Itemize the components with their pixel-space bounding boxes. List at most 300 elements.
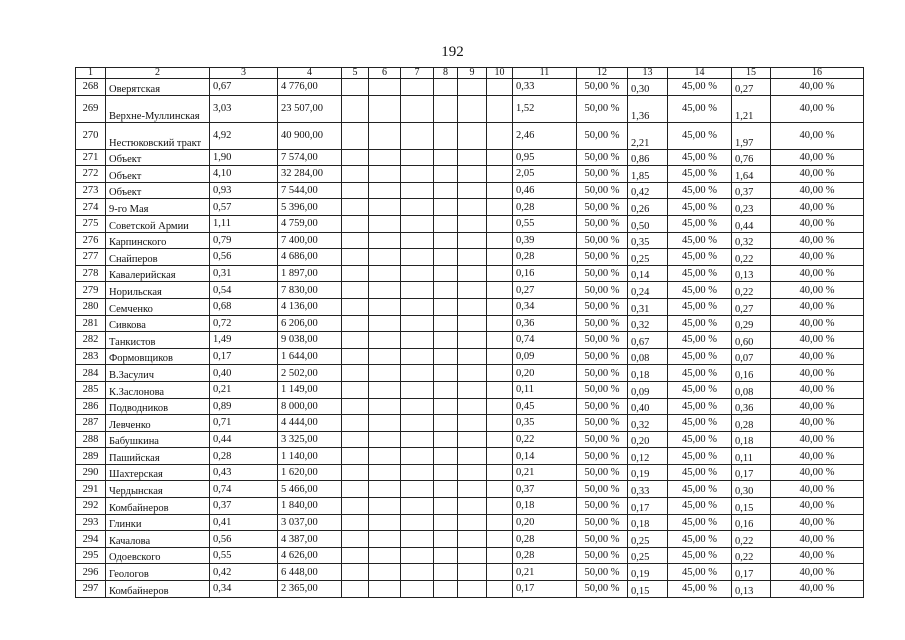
col-15-cell: 0,23 [732, 199, 771, 216]
col-10-cell [487, 514, 513, 531]
row-number-cell: 281 [76, 315, 106, 332]
col-13-cell: 0,25 [628, 547, 668, 564]
table-row [76, 215, 864, 232]
col-8-cell [434, 332, 458, 349]
col-4-cell: 6 448,00 [278, 564, 342, 581]
col-5-cell [342, 448, 369, 465]
col-8-cell [434, 79, 458, 96]
col-11-cell: 0,74 [513, 332, 577, 349]
col-7-cell [401, 95, 434, 122]
street-name-cell: В.Засулич [106, 365, 210, 382]
col-12-cell: 50,00 % [577, 581, 628, 598]
col-13-cell: 0,12 [628, 448, 668, 465]
col-12-cell: 50,00 % [577, 79, 628, 96]
col-3-cell: 0,41 [210, 514, 278, 531]
col-14-cell: 45,00 % [668, 464, 732, 481]
col-7-cell [401, 199, 434, 216]
col-15-cell: 0,44 [732, 215, 771, 232]
table-row [76, 381, 864, 398]
col-12-cell: 50,00 % [577, 199, 628, 216]
col-9-cell [458, 215, 487, 232]
col-6-cell [369, 95, 401, 122]
col-11-cell: 0,28 [513, 199, 577, 216]
col-8-cell [434, 182, 458, 199]
table-row [76, 365, 864, 382]
col-6-cell [369, 531, 401, 548]
col-11-cell: 0,09 [513, 348, 577, 365]
data-table [75, 67, 864, 598]
col-6-cell [369, 348, 401, 365]
row-number-cell: 272 [76, 166, 106, 183]
col-13-cell: 1,85 [628, 166, 668, 183]
col-5-cell [342, 95, 369, 122]
col-11-cell: 2,46 [513, 122, 577, 149]
street-name-cell: Танкистов [106, 332, 210, 349]
col-8-cell [434, 365, 458, 382]
street-name-cell: Оверятская [106, 79, 210, 96]
col-12-cell: 50,00 % [577, 381, 628, 398]
col-16-cell: 40,00 % [771, 547, 864, 564]
col-4-cell: 4 444,00 [278, 415, 342, 432]
col-13-cell: 0,15 [628, 581, 668, 598]
col-3-cell: 0,54 [210, 282, 278, 299]
col-14-cell: 45,00 % [668, 249, 732, 266]
col-12-cell: 50,00 % [577, 122, 628, 149]
col-6-cell [369, 514, 401, 531]
col-4-cell: 8 000,00 [278, 398, 342, 415]
col-15-cell: 0,30 [732, 481, 771, 498]
col-15-cell: 0,13 [732, 581, 771, 598]
col-6-cell [369, 448, 401, 465]
col-14-cell: 45,00 % [668, 95, 732, 122]
col-13-cell: 0,30 [628, 79, 668, 96]
col-4-cell: 7 574,00 [278, 149, 342, 166]
col-14-cell: 45,00 % [668, 265, 732, 282]
col-8-cell [434, 232, 458, 249]
col-8-cell [434, 298, 458, 315]
col-10-cell [487, 481, 513, 498]
col-3-cell: 0,43 [210, 464, 278, 481]
col-7-cell [401, 315, 434, 332]
col-15-cell: 0,17 [732, 464, 771, 481]
col-6-cell [369, 199, 401, 216]
table-row [76, 166, 864, 183]
col-8-cell [434, 381, 458, 398]
col-9-cell [458, 122, 487, 149]
col-9-cell [458, 182, 487, 199]
col-8-cell [434, 564, 458, 581]
col-11-cell: 0,16 [513, 265, 577, 282]
col-5-cell [342, 282, 369, 299]
street-name-cell: Снайперов [106, 249, 210, 266]
col-15-cell: 0,15 [732, 498, 771, 515]
col-16-cell: 40,00 % [771, 531, 864, 548]
col-13-cell: 0,20 [628, 431, 668, 448]
row-number-cell: 290 [76, 464, 106, 481]
col-9-cell [458, 265, 487, 282]
col-12-cell: 50,00 % [577, 315, 628, 332]
row-number-cell: 276 [76, 232, 106, 249]
col-7-cell [401, 514, 434, 531]
col-16-cell: 40,00 % [771, 232, 864, 249]
col-8-cell [434, 215, 458, 232]
col-6-cell [369, 298, 401, 315]
col-12-cell: 50,00 % [577, 298, 628, 315]
col-5-cell [342, 348, 369, 365]
col-16-cell: 40,00 % [771, 481, 864, 498]
street-name-cell: К.Заслонова [106, 381, 210, 398]
col-11-cell: 0,37 [513, 481, 577, 498]
row-number-cell: 296 [76, 564, 106, 581]
col-7-cell [401, 79, 434, 96]
col-16-cell: 40,00 % [771, 315, 864, 332]
col-14-cell: 45,00 % [668, 298, 732, 315]
col-7-cell [401, 365, 434, 382]
row-number-cell: 282 [76, 332, 106, 349]
col-3-cell: 3,03 [210, 95, 278, 122]
row-number-cell: 292 [76, 498, 106, 515]
column-header-11: 11 [513, 68, 577, 79]
row-number-cell: 289 [76, 448, 106, 465]
col-13-cell: 0,40 [628, 398, 668, 415]
col-9-cell [458, 365, 487, 382]
col-15-cell: 0,17 [732, 564, 771, 581]
col-10-cell [487, 215, 513, 232]
col-13-cell: 1,36 [628, 95, 668, 122]
col-16-cell: 40,00 % [771, 95, 864, 122]
col-16-cell: 40,00 % [771, 182, 864, 199]
col-7-cell [401, 547, 434, 564]
col-9-cell [458, 381, 487, 398]
col-3-cell: 4,10 [210, 166, 278, 183]
col-15-cell: 0,27 [732, 298, 771, 315]
col-11-cell: 0,27 [513, 282, 577, 299]
col-11-cell: 0,39 [513, 232, 577, 249]
col-15-cell: 0,16 [732, 365, 771, 382]
col-3-cell: 1,90 [210, 149, 278, 166]
table-row [76, 95, 864, 122]
col-15-cell: 0,22 [732, 249, 771, 266]
col-10-cell [487, 122, 513, 149]
row-number-cell: 277 [76, 249, 106, 266]
col-4-cell: 2 502,00 [278, 365, 342, 382]
col-15-cell: 0,28 [732, 415, 771, 432]
col-6-cell [369, 415, 401, 432]
col-7-cell [401, 415, 434, 432]
street-name-cell: Левченко [106, 415, 210, 432]
col-4-cell: 23 507,00 [278, 95, 342, 122]
col-11-cell: 0,11 [513, 381, 577, 398]
row-number-cell: 284 [76, 365, 106, 382]
table-row [76, 348, 864, 365]
col-10-cell [487, 232, 513, 249]
col-9-cell [458, 431, 487, 448]
street-name-cell: Советской Армии [106, 215, 210, 232]
col-3-cell: 0,40 [210, 365, 278, 382]
col-16-cell: 40,00 % [771, 215, 864, 232]
col-8-cell [434, 265, 458, 282]
col-16-cell: 40,00 % [771, 199, 864, 216]
col-16-cell: 40,00 % [771, 365, 864, 382]
column-header-10: 10 [487, 68, 513, 79]
table-row [76, 448, 864, 465]
col-4-cell: 1 620,00 [278, 464, 342, 481]
col-9-cell [458, 149, 487, 166]
col-12-cell: 50,00 % [577, 448, 628, 465]
col-12-cell: 50,00 % [577, 498, 628, 515]
row-number-cell: 270 [76, 122, 106, 149]
col-8-cell [434, 581, 458, 598]
col-9-cell [458, 415, 487, 432]
col-3-cell: 0,67 [210, 79, 278, 96]
col-6-cell [369, 498, 401, 515]
column-header-3: 3 [210, 68, 278, 79]
table-row [76, 265, 864, 282]
col-10-cell [487, 282, 513, 299]
col-14-cell: 45,00 % [668, 199, 732, 216]
col-9-cell [458, 547, 487, 564]
col-14-cell: 45,00 % [668, 514, 732, 531]
col-12-cell: 50,00 % [577, 149, 628, 166]
col-10-cell [487, 564, 513, 581]
row-number-cell: 275 [76, 215, 106, 232]
col-6-cell [369, 332, 401, 349]
col-16-cell: 40,00 % [771, 464, 864, 481]
col-5-cell [342, 415, 369, 432]
row-number-cell: 293 [76, 514, 106, 531]
col-7-cell [401, 531, 434, 548]
col-7-cell [401, 265, 434, 282]
col-9-cell [458, 498, 487, 515]
row-number-cell: 286 [76, 398, 106, 415]
col-3-cell: 0,56 [210, 531, 278, 548]
col-7-cell [401, 182, 434, 199]
col-8-cell [434, 282, 458, 299]
col-7-cell [401, 498, 434, 515]
page-number: 192 [441, 44, 464, 60]
row-number-cell: 283 [76, 348, 106, 365]
col-12-cell: 50,00 % [577, 95, 628, 122]
table-header [76, 68, 864, 79]
col-3-cell: 0,34 [210, 581, 278, 598]
col-8-cell [434, 448, 458, 465]
col-4-cell: 4 686,00 [278, 249, 342, 266]
col-10-cell [487, 249, 513, 266]
col-15-cell: 0,13 [732, 265, 771, 282]
col-11-cell: 0,20 [513, 365, 577, 382]
col-15-cell: 0,22 [732, 531, 771, 548]
row-number-cell: 285 [76, 381, 106, 398]
col-12-cell: 50,00 % [577, 182, 628, 199]
row-number-cell: 294 [76, 531, 106, 548]
col-5-cell [342, 431, 369, 448]
col-7-cell [401, 166, 434, 183]
col-13-cell: 0,35 [628, 232, 668, 249]
col-12-cell: 50,00 % [577, 531, 628, 548]
col-8-cell [434, 481, 458, 498]
col-12-cell: 50,00 % [577, 415, 628, 432]
col-15-cell: 0,36 [732, 398, 771, 415]
col-7-cell [401, 298, 434, 315]
col-5-cell [342, 149, 369, 166]
row-number-cell: 268 [76, 79, 106, 96]
col-6-cell [369, 215, 401, 232]
col-11-cell: 0,95 [513, 149, 577, 166]
col-13-cell: 0,19 [628, 464, 668, 481]
street-name-cell: Качалова [106, 531, 210, 548]
col-15-cell: 1,97 [732, 122, 771, 149]
col-14-cell: 45,00 % [668, 448, 732, 465]
col-11-cell: 0,55 [513, 215, 577, 232]
street-name-cell: Объект [106, 182, 210, 199]
col-16-cell: 40,00 % [771, 348, 864, 365]
row-number-cell: 271 [76, 149, 106, 166]
street-name-cell: Комбайнеров [106, 498, 210, 515]
col-16-cell: 40,00 % [771, 265, 864, 282]
col-6-cell [369, 431, 401, 448]
col-4-cell: 6 206,00 [278, 315, 342, 332]
col-3-cell: 0,72 [210, 315, 278, 332]
street-name-cell: Глинки [106, 514, 210, 531]
col-10-cell [487, 348, 513, 365]
col-12-cell: 50,00 % [577, 464, 628, 481]
col-13-cell: 0,25 [628, 531, 668, 548]
street-name-cell: Комбайнеров [106, 581, 210, 598]
col-7-cell [401, 481, 434, 498]
col-10-cell [487, 464, 513, 481]
col-14-cell: 45,00 % [668, 149, 732, 166]
col-4-cell: 1 897,00 [278, 265, 342, 282]
col-12-cell: 50,00 % [577, 365, 628, 382]
col-5-cell [342, 315, 369, 332]
col-15-cell: 0,32 [732, 232, 771, 249]
col-6-cell [369, 282, 401, 299]
col-4-cell: 3 325,00 [278, 431, 342, 448]
street-name-cell: Объект [106, 166, 210, 183]
col-8-cell [434, 122, 458, 149]
col-12-cell: 50,00 % [577, 481, 628, 498]
col-13-cell: 0,31 [628, 298, 668, 315]
col-12-cell: 50,00 % [577, 564, 628, 581]
col-13-cell: 0,86 [628, 149, 668, 166]
col-13-cell: 0,32 [628, 415, 668, 432]
col-7-cell [401, 122, 434, 149]
row-number-cell: 274 [76, 199, 106, 216]
table-row [76, 547, 864, 564]
col-8-cell [434, 415, 458, 432]
col-4-cell: 9 038,00 [278, 332, 342, 349]
row-number-cell: 269 [76, 95, 106, 122]
col-9-cell [458, 166, 487, 183]
header-row [76, 68, 864, 79]
col-13-cell: 0,24 [628, 282, 668, 299]
col-8-cell [434, 199, 458, 216]
col-12-cell: 50,00 % [577, 249, 628, 266]
col-15-cell: 0,22 [732, 547, 771, 564]
col-3-cell: 0,21 [210, 381, 278, 398]
col-5-cell [342, 298, 369, 315]
col-10-cell [487, 182, 513, 199]
col-11-cell: 0,18 [513, 498, 577, 515]
col-5-cell [342, 332, 369, 349]
col-12-cell: 50,00 % [577, 232, 628, 249]
col-14-cell: 45,00 % [668, 564, 732, 581]
col-10-cell [487, 332, 513, 349]
col-14-cell: 45,00 % [668, 531, 732, 548]
col-13-cell: 2,21 [628, 122, 668, 149]
col-7-cell [401, 215, 434, 232]
table-row [76, 315, 864, 332]
col-15-cell: 0,11 [732, 448, 771, 465]
col-6-cell [369, 249, 401, 266]
col-5-cell [342, 182, 369, 199]
col-4-cell: 1 840,00 [278, 498, 342, 515]
col-5-cell [342, 166, 369, 183]
col-4-cell: 7 544,00 [278, 182, 342, 199]
street-name-cell: Шахтерская [106, 464, 210, 481]
col-14-cell: 45,00 % [668, 581, 732, 598]
col-16-cell: 40,00 % [771, 448, 864, 465]
col-8-cell [434, 348, 458, 365]
table-row [76, 199, 864, 216]
row-number-cell: 280 [76, 298, 106, 315]
col-5-cell [342, 79, 369, 96]
col-3-cell: 0,56 [210, 249, 278, 266]
table-row [76, 298, 864, 315]
col-10-cell [487, 166, 513, 183]
street-name-cell: Подводников [106, 398, 210, 415]
col-7-cell [401, 464, 434, 481]
table-row [76, 514, 864, 531]
col-5-cell [342, 249, 369, 266]
col-14-cell: 45,00 % [668, 182, 732, 199]
col-7-cell [401, 249, 434, 266]
col-12-cell: 50,00 % [577, 265, 628, 282]
col-15-cell: 0,18 [732, 431, 771, 448]
col-14-cell: 45,00 % [668, 381, 732, 398]
col-14-cell: 45,00 % [668, 498, 732, 515]
col-4-cell: 7 830,00 [278, 282, 342, 299]
col-9-cell [458, 564, 487, 581]
col-16-cell: 40,00 % [771, 282, 864, 299]
col-10-cell [487, 581, 513, 598]
street-name-cell: Нестюковский тракт [106, 122, 210, 149]
column-header-5: 5 [342, 68, 369, 79]
col-15-cell: 0,76 [732, 149, 771, 166]
col-13-cell: 0,25 [628, 249, 668, 266]
col-9-cell [458, 481, 487, 498]
col-3-cell: 0,31 [210, 265, 278, 282]
col-6-cell [369, 149, 401, 166]
col-6-cell [369, 381, 401, 398]
col-9-cell [458, 249, 487, 266]
table-row [76, 481, 864, 498]
col-14-cell: 45,00 % [668, 415, 732, 432]
col-9-cell [458, 232, 487, 249]
col-9-cell [458, 199, 487, 216]
col-16-cell: 40,00 % [771, 298, 864, 315]
col-10-cell [487, 431, 513, 448]
col-5-cell [342, 547, 369, 564]
col-13-cell: 0,14 [628, 265, 668, 282]
col-11-cell: 0,36 [513, 315, 577, 332]
col-10-cell [487, 149, 513, 166]
col-10-cell [487, 298, 513, 315]
street-name-cell: Верхне-Муллинская [106, 95, 210, 122]
col-10-cell [487, 95, 513, 122]
column-header-2: 2 [106, 68, 210, 79]
col-13-cell: 0,42 [628, 182, 668, 199]
